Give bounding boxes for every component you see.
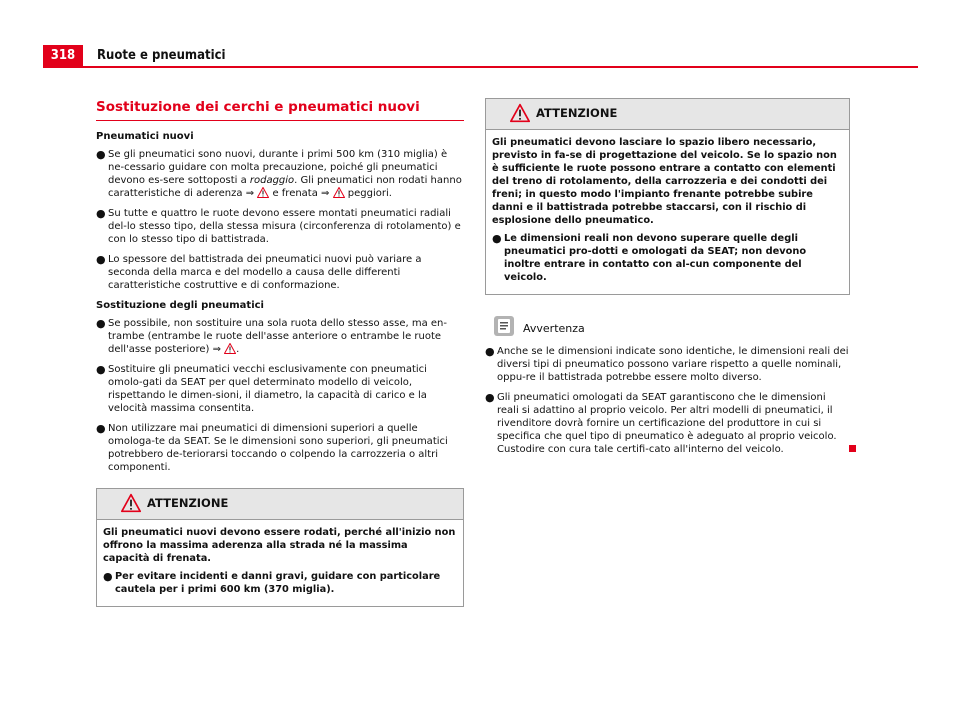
warning-box-header [486, 99, 849, 130]
warning-box [485, 98, 850, 295]
bullet-icon: ● [96, 363, 106, 376]
list-item: ● Se possibile, non sostituire una sola ruota dello stesso asse, ma en-trambe (entrambe le ruote dell'asse anteriore o entrambe le ruote dell'asse posteriore) ⇒ . [96, 317, 447, 355]
warning-box-body [97, 520, 463, 606]
bullet-icon: ● [485, 391, 495, 404]
warning-box [96, 488, 464, 607]
subheading-replacement: Sostituzione degli pneumatici [96, 300, 264, 311]
list-item: ● Anche se le dimensioni indicate sono identiche, le dimensioni reali dei diversi tipi di pneumatico possono variare rispetto a quelle nominali, oppu-re il battistrada potrebbe essere molto diverso. [485, 345, 849, 383]
bullet-icon: ● [492, 232, 502, 245]
subheading-new-tyres: Pneumatici nuovi [96, 131, 194, 142]
warning-icon[interactable] [333, 187, 345, 198]
chapter-title: Ruote e pneumatici [97, 48, 226, 63]
warning-text: Gli pneumatici devono lasciare lo spazio libero necessario, previsto in fa-se di progettazione del veicolo. Se lo spazio non è sufficiente le ruote possono entrare a contatto con elementi del treno di rotolamento, della carrozzeria e dei condotti dei freni; in questo modo l'impianto frenante potrebbe subire danni e il battistrada potrebbe staccarsi, con il rischio di esplosione dello pneumatico. [492, 137, 837, 226]
list-item: ● Le dimensioni reali non devono superare quelle degli pneumatici pro-dotti e omologati da SEAT; non devono inoltre entrare in contatto con al-cun componente del veicolo. [492, 232, 807, 283]
bullet-icon: ● [103, 570, 113, 583]
end-marker-icon [849, 445, 856, 452]
warning-icon[interactable] [224, 343, 236, 354]
bullet-icon: ● [485, 345, 495, 358]
warning-box-body [486, 130, 849, 294]
note-header [485, 313, 850, 339]
bullet-icon: ● [96, 207, 106, 220]
right-column [485, 98, 850, 463]
bullet-icon: ● [96, 422, 106, 435]
warning-label: ATTENZIONE [536, 106, 618, 120]
warning-box-header [97, 489, 463, 520]
bullet-icon: ● [96, 253, 106, 266]
warning-text: Gli pneumatici nuovi devono essere rodati, perché all'inizio non offrono la massima aderenza alla strada né la massima capacità di frenata. [103, 527, 456, 564]
left-column [96, 98, 464, 607]
bullet-icon: ● [96, 148, 106, 161]
list-item: ● Lo spessore del battistrada dei pneumatici nuovi può variare a seconda della marca e del modello a causa delle differenti caratteristiche costruttive e di conformazione. [96, 253, 422, 291]
list-item: ● Sostituire gli pneumatici vecchi esclusivamente con pneumatici omolo-gati da SEAT per quel determinato modello di veicolo, rispettando le dimen-sioni, il diametro, la capacità di carico e la velocità massima consentita. [96, 363, 427, 414]
list-item: ● Su tutte e quattro le ruote devono essere montati pneumatici radiali del-lo stesso tipo, della stessa misura (circonferenza di rotolamento) e con lo stesso tipo di battistrada. [96, 207, 461, 245]
bullet-icon: ● [96, 317, 106, 330]
header-rule [43, 66, 918, 68]
list-item: ● Per evitare incidenti e danni gravi, guidare con particolare cautela per i primi 600 km (370 miglia). [103, 570, 441, 595]
note-label: Avvertenza [523, 322, 585, 335]
list-item: ● Se gli pneumatici sono nuovi, durante i primi 500 km (310 miglia) è ne-cessario guidare con molta precauzione, poiché gli pneumatici devono es-sere sottoposti a rodaggio. Gli pneumatici non rodati hanno caratteristiche di aderenza ⇒ e frenata ⇒ peggiori. [96, 148, 462, 199]
warning-icon[interactable] [257, 187, 269, 198]
list-item: ● Gli pneumatici omologati da SEAT garantiscono che le dimensioni reali si adattino al proprio veicolo. Per altri modelli di pneumatici, il rivenditore dovrà fornire un certificazione del produttore in cui si specifica che quel tipo di pneumatico è adeguato al proprio veicolo. Custodire con cura tale certifi-cato all'interno del veicolo. [485, 391, 850, 456]
page-number: 318 [43, 45, 83, 67]
warning-label: ATTENZIONE [147, 496, 229, 510]
list-item: ● Non utilizzare mai pneumatici di dimensioni superiori a quelle omologa-te da SEAT. Se le dimensioni sono superiori, gli pneumatici potrebbero de-teriorarsi toccando o colpendo la carrozzeria o altri componenti. [96, 422, 448, 473]
section-rule [96, 120, 464, 121]
note-icon [493, 315, 515, 337]
section-title: Sostituzione dei cerchi e pneumatici nuovi [96, 99, 420, 115]
warning-icon [510, 103, 530, 123]
warning-icon [121, 493, 141, 513]
